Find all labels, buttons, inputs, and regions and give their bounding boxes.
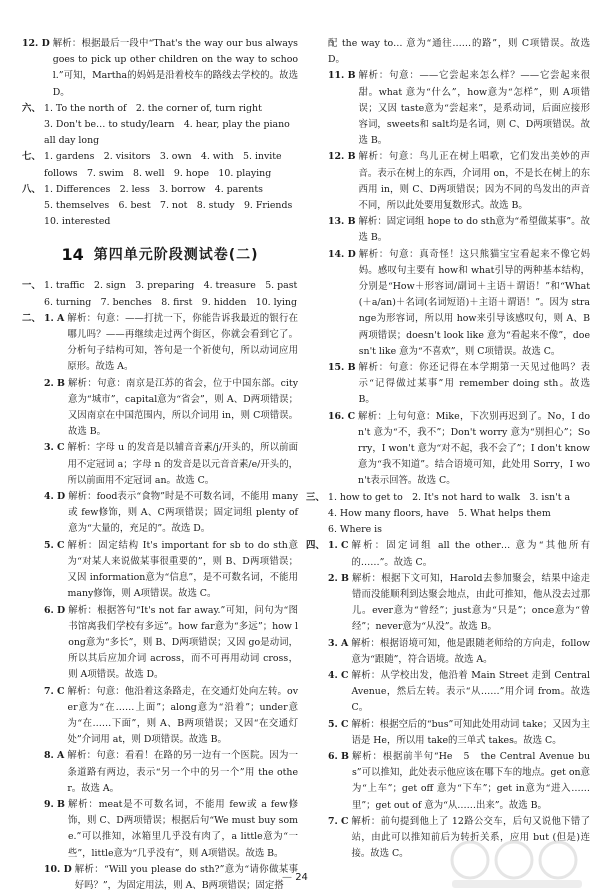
answer-item bbox=[328, 668, 590, 717]
page-number: — 24 bbox=[282, 872, 308, 883]
item-explanation: 配 the way to… 意为“通往……的路”，则 C项错误。故选 D。 bbox=[328, 38, 590, 66]
left-sections-six-to-eight bbox=[22, 101, 298, 231]
section-three bbox=[306, 490, 590, 539]
answer-line: 1. gardens 2. visitors 3. own 4. with 5. invite bbox=[44, 151, 282, 163]
section-answers bbox=[44, 101, 298, 150]
item-explanation: 解析：“Will you please do sth?”意为“请你做某事好吗？”，为固定用法，则 A、B两项错误；固定搭 bbox=[74, 863, 298, 891]
item-explanation: 解析：food表示“食物”时是不可数名词，不能用 many或 few修饰，则 A、C两项错误；固定词组 plenty of意为“大量的，充足的”。故选 D。 bbox=[68, 491, 298, 535]
item-number: 11. B bbox=[328, 70, 356, 82]
item-explanation: 解析：固定结构 It's important for sb to do sth意为“对某人来说做某事很重要的”，则 B、D两项错误；又因 information意为“信息”，是不可数名词，不能用 many修饰，则 A项错误。故选 C。 bbox=[67, 539, 298, 600]
item-explanation: 解析：句意：鸟儿正在树上唱歌，它们发出美妙的声音。表示在树上的东西，介词用 on，不是长在树上的东西用 in，则 C、D两项错误；因为不同的鸟发出的声音不同，所以此处要用复数形式。故选 B。 bbox=[358, 151, 590, 212]
answer-item bbox=[328, 538, 590, 570]
item-number: 6. B bbox=[328, 750, 349, 762]
item-explanation: 解析：固定词组 all the other… 意为“其他所有的……”。故选 C。 bbox=[351, 540, 590, 568]
section-three-label: 三、 bbox=[306, 491, 325, 503]
item-number: 5. C bbox=[328, 718, 349, 730]
answer-line: 1. how to get to 2. It's not hard to walk 3. isn't a bbox=[328, 491, 571, 503]
section-label: 八、 bbox=[22, 183, 41, 195]
left-column bbox=[22, 36, 298, 894]
item-explanation: 解析：前句提到他上了 12路公交车，后句又说他下错了站，由此可以推知前后为转折关系，应用 but (但是)连接。故选 C。 bbox=[351, 815, 590, 860]
item-explanation: 解析：根据答句“It's not far away.”可知，问句为“图书馆离我们学校有多远”。how far意为“多远”；how long意为“多长”，则 B、D两项错误；又因 go是动词，所以其后应加介词 across，而不可再用动词 cross，则 A项错误。故选 D。 bbox=[68, 604, 298, 681]
item-number: 4. C bbox=[328, 669, 349, 681]
answer-item bbox=[22, 36, 298, 101]
answer-item bbox=[44, 311, 298, 376]
section-three-answers bbox=[328, 490, 590, 539]
item-number: 1. A bbox=[44, 312, 65, 324]
section-one-label: 一、 bbox=[22, 280, 41, 292]
item-number: 8. A bbox=[44, 750, 65, 762]
answer-item bbox=[328, 749, 590, 814]
answer-item bbox=[44, 862, 298, 894]
section-answers bbox=[44, 149, 298, 181]
item-explanation: 解析：字母 u 的发音是以辅音音素/j/开头的，所以前面用不定冠词 a；字母 n 的发音是以元音音素/e/开头的，所以前面用不定冠词 an。故选 C。 bbox=[67, 442, 298, 486]
item-number: 6. D bbox=[44, 604, 66, 616]
item-number: 13. B bbox=[328, 216, 356, 228]
item-explanation: 解析：根据前半句“He 5 the Central Avenue bus”可以推知，此处表示他应该在哪下车的地点。get on意为“上车”；get off 意为“下车”；get in意为“进入……里”；get out of 意为“从……出来”。故选 B。 bbox=[351, 750, 590, 811]
item-number: 12. B bbox=[328, 151, 356, 163]
item-number: 14. D bbox=[328, 248, 356, 260]
item-explanation: 解析：根据最后一段中“That's the way our bus always goes to pick up other children on the way to school.”可知，Martha的妈妈是沿着校车的路线去学校的。故选 D。 bbox=[52, 38, 298, 98]
item-explanation: 解析：句意：看看！在路的另一边有一个医院。因为一条道路有两边，表示“另一个中的另一个”用 the other。故选 A。 bbox=[67, 750, 298, 794]
answer-line: all day long bbox=[44, 135, 100, 147]
answer-item bbox=[44, 603, 298, 684]
answer-item bbox=[44, 440, 298, 489]
answer-item bbox=[328, 36, 590, 68]
item-number: 4. D bbox=[44, 491, 66, 503]
answer-line: 4. How many floors, have 5. What helps them bbox=[328, 507, 551, 519]
answer-item bbox=[44, 748, 298, 797]
answer-item bbox=[328, 68, 590, 149]
answer-item bbox=[44, 376, 298, 441]
left-top-items bbox=[22, 36, 298, 101]
item-number: 9. B bbox=[44, 798, 65, 810]
answer-section bbox=[22, 182, 298, 231]
answer-section bbox=[22, 149, 298, 181]
item-explanation: 解析：句意：真奇怪！这只熊猫宝宝看起来不像它妈妈。感叹句主要有 how和 what引导的两种基本结构，分别是“How＋形容词/副词＋主语＋谓语！”和“What(＋a/an)＋名词(名词短语)＋主语＋谓语！”。因为 strange为形容词，所以用 how来引导该感叹句，则 A、B两项错误；doesn't look like 意为“看起来不像”，doesn't like 意为“不喜欢”，则 C项错误。故选 C。 bbox=[358, 248, 590, 357]
item-number: 2. B bbox=[44, 377, 65, 389]
answer-line: 1. traffic 2. sign 3. preparing 4. treasure 5. past bbox=[44, 280, 298, 292]
answer-line: 1. Differences 2. less 3. borrow 4. parents bbox=[44, 183, 263, 195]
answer-item bbox=[328, 149, 590, 214]
section-one-answers bbox=[44, 278, 298, 310]
item-number: 10. D bbox=[44, 863, 72, 875]
watermark-logo-icon bbox=[442, 836, 592, 892]
item-number: 3. C bbox=[44, 442, 65, 454]
item-explanation: 解析：句意：南京是江苏的省会，位于中国东部。city意为“城市”，capital意为“省会”，则 A、D两项错误；又因南京在中国范围内，所以介词用 in，则 C项错误。故选 B。 bbox=[67, 377, 298, 438]
section-four bbox=[306, 538, 590, 862]
item-explanation: 解析：根据下文可知，Harold去参加聚会，结果中途走错而没能顺利到达聚会地点，由此可推知，他从没去过那儿。ever意为“曾经”；just意为“只是”；once意为“曾经”；never意为“从没”。故选 B。 bbox=[351, 572, 590, 633]
section-label: 七、 bbox=[22, 151, 41, 163]
answer-line: 6. turning 7. benches 8. first 9. hidden 10. lying bbox=[44, 296, 297, 308]
item-explanation: 解析：上句句意：Mike，下次别再迟到了。No，I don't 意为“不，我不”；Don't worry 意为“别担心”；Sorry，I won't 意为“对不起，我不会了”；I don't know 意为“我不知道”。结合语境可知，此处用 Sorry，I won't表示回答。故选 C。 bbox=[358, 410, 590, 487]
right-items bbox=[306, 36, 590, 490]
answer-line: 3. Don't be… to study/learn 4. hear, play the piano bbox=[44, 119, 290, 131]
answer-item bbox=[328, 636, 590, 668]
section-label: 六、 bbox=[22, 102, 41, 114]
item-number: 1. C bbox=[328, 540, 349, 552]
answer-item bbox=[328, 717, 590, 749]
item-explanation: 解析：meat是不可数名词，不能用 few或 a few修饰，则 C、D两项错误；根据后句“We must buy some.”可以推知，冰箱里几乎没有肉了，a little意为“一些”，little意为“几乎没有”，则 A项错误。故选 B。 bbox=[67, 798, 298, 859]
item-number: 7. C bbox=[328, 815, 349, 827]
answer-item bbox=[44, 684, 298, 749]
answer-item bbox=[44, 538, 298, 603]
item-explanation: 解析：句意：你还记得在本学期第一天见过他吗？表示“记得做过某事”用 remember doing sth。故选 B。 bbox=[358, 362, 590, 406]
section-two bbox=[22, 311, 298, 894]
item-number: 7. C bbox=[44, 685, 65, 697]
section-four-label: 四、 bbox=[306, 540, 325, 552]
item-explanation: 解析：从学校出发，他沿着 Main Street 走到 Central Avenue，然后左转。表示“从……”用介词 from。故选 C。 bbox=[351, 669, 590, 714]
answer-line: 6. Where is bbox=[328, 524, 382, 536]
item-explanation: 解析：句意：他沿着这条路走，在交通灯处向左转。over意为“在……上面”；along意为“沿着”；under意为“在……下面”，则 A、B两项错误；又因“在交通灯处”介词用 at，则 D项错误。故选 B。 bbox=[67, 685, 298, 746]
answer-item bbox=[328, 360, 590, 409]
answer-line: follows 7. swim 8. well 9. hope 10. playing bbox=[44, 167, 272, 179]
section-four-items bbox=[328, 538, 590, 862]
answer-item bbox=[44, 797, 298, 862]
answer-item bbox=[328, 247, 590, 360]
item-number: 5. C bbox=[44, 539, 65, 551]
title-number: 14 bbox=[61, 245, 84, 265]
item-number: 3. A bbox=[328, 637, 349, 649]
item-number: 16. C bbox=[328, 410, 356, 422]
item-number: 12. D bbox=[22, 38, 50, 49]
item-explanation: 解析：根据空后的“bus”可知此处用动词 take；又因为主语是 He，所以用 take的三单式 takes。故选 C。 bbox=[351, 718, 590, 746]
item-explanation: 解析：固定词组 hope to do sth意为“希望做某事”。故选 B。 bbox=[358, 216, 590, 244]
title-text: 第四单元阶段测试卷(二) bbox=[93, 247, 259, 264]
item-number: 15. B bbox=[328, 362, 356, 374]
item-explanation: 解析：句意：——打扰一下，你能告诉我最近的银行在哪儿吗？——再继续走过两个街区，你就会看到它了。分析句子结构可知，答句是一个祈使句，所以动词应用原形。故选 A。 bbox=[67, 312, 298, 373]
answer-item bbox=[328, 571, 590, 636]
section-one bbox=[22, 278, 298, 310]
answer-section bbox=[22, 101, 298, 150]
section-title bbox=[22, 242, 298, 268]
section-answers bbox=[44, 182, 298, 231]
answer-item bbox=[44, 489, 298, 538]
answer-line: 10. interested bbox=[44, 216, 111, 228]
right-column bbox=[306, 36, 590, 862]
section-two-items bbox=[44, 311, 298, 894]
section-two-label: 二、 bbox=[22, 312, 41, 324]
answer-item bbox=[328, 409, 590, 490]
item-explanation: 解析：句意：——它尝起来怎么样？——它尝起来很甜。what 意为“什么”，how意为“怎样”，则 A项错误；又因 taste意为“尝起来”，是系动词，后面应接形容词，sweets和 salt均是名词，则 C、D两项错误。故选 B。 bbox=[358, 70, 590, 147]
answer-line: 1. To the north of 2. the corner of, turn right bbox=[44, 102, 262, 114]
answer-line: 5. themselves 6. best 7. not 8. study 9. Friends bbox=[44, 200, 293, 212]
item-number: 2. B bbox=[328, 572, 349, 584]
item-explanation: 解析：根据语境可知，他是跟随老师给的方向走，follow 意为“跟随”，符合语境。故选 A。 bbox=[351, 637, 590, 665]
answer-item bbox=[328, 214, 590, 246]
